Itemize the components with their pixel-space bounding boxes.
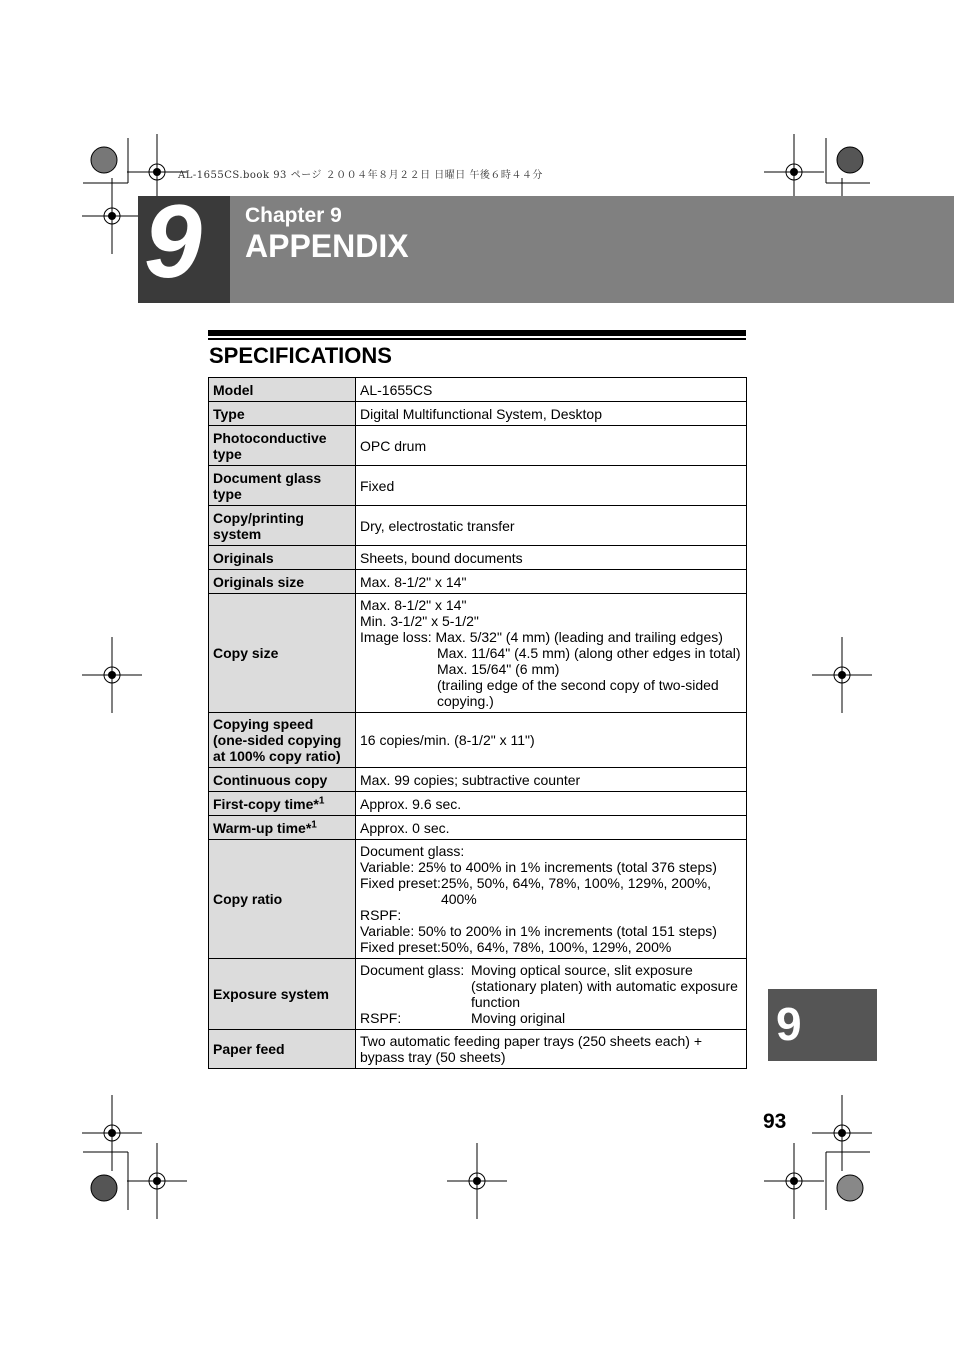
spec-value — [356, 594, 747, 713]
footnote-marker: 1 — [311, 818, 317, 830]
section-rule — [208, 330, 746, 336]
table-row — [209, 378, 747, 402]
spec-line: Image loss: Max. 5/32" (4 mm) (leading and trailing edges) — [360, 629, 723, 645]
chapter-side-tab — [768, 989, 877, 1061]
table-row — [209, 768, 747, 792]
spec-label: First-copy time* — [213, 795, 319, 812]
spec-line: RSPF: — [360, 907, 402, 923]
footnote-marker: 1 — [318, 794, 325, 806]
table-row — [209, 466, 747, 506]
table-row — [209, 570, 747, 594]
spec-line: Max. 15/64" (6 mm) — [437, 661, 560, 677]
spec-line: Variable: 25% to 400% in 1% increments (total 376 steps) — [360, 859, 717, 875]
spec-label: Copy/printing system — [209, 506, 356, 546]
spec-line: Document glass: — [360, 962, 465, 978]
chapter-number: 9 — [144, 196, 202, 300]
spec-value — [356, 840, 747, 959]
spec-line: Fixed preset: — [360, 875, 441, 891]
spec-pair — [360, 875, 742, 907]
table-row — [209, 713, 747, 768]
section-rule-thin — [208, 338, 746, 340]
specifications-table — [208, 377, 747, 1069]
spec-value: 16 copies/min. (8-1/2" x 11") — [356, 713, 747, 768]
table-row — [209, 594, 747, 713]
spec-value: Max. 99 copies; subtractive counter — [356, 768, 747, 792]
spec-pair — [360, 939, 742, 955]
spec-label: Exposure system — [209, 959, 356, 1030]
section-title: SPECIFICATIONS — [209, 343, 392, 368]
side-tab-number: 9 — [776, 998, 802, 1050]
chapter-number-box — [138, 196, 230, 303]
print-info-line: AL-1655CS.book 93 ページ ２００４年８月２２日 日曜日 午後６時４４分 — [178, 170, 543, 181]
spec-label: Paper feed — [209, 1030, 356, 1069]
table-row — [209, 402, 747, 426]
chapter-label: Chapter 9 — [245, 204, 342, 227]
table-row — [209, 959, 747, 1030]
chapter-title: APPENDIX — [245, 228, 409, 264]
table-row — [209, 506, 747, 546]
spec-value: Approx. 9.6 sec. — [356, 792, 747, 816]
spec-value — [356, 959, 747, 1030]
spec-line: Min. 3-1/2" x 5-1/2" — [360, 613, 479, 629]
spec-value: Dry, electrostatic transfer — [356, 506, 747, 546]
spec-label: Copy size — [209, 594, 356, 713]
spec-label-cell — [209, 792, 356, 816]
spec-line: Fixed preset: — [360, 939, 441, 955]
table-row — [209, 840, 747, 959]
spec-label: Type — [209, 402, 356, 426]
table-row — [209, 1030, 747, 1069]
spec-label: Copying speed (one-sided copying at 100% copy ratio) — [209, 713, 356, 768]
spec-value: Two automatic feeding paper trays (250 sheets each) + bypass tray (50 sheets) — [356, 1030, 747, 1069]
spec-line: Variable: 50% to 200% in 1% increments (total 151 steps) — [360, 923, 717, 939]
spec-line: 25%, 50%, 64%, 78%, 100%, 129%, 200%, 400% — [440, 875, 712, 907]
spec-label: Originals size — [209, 570, 356, 594]
table-row — [209, 816, 747, 840]
spec-label: Copy ratio — [209, 840, 356, 959]
spec-line: 50%, 64%, 78%, 100%, 129%, 200% — [440, 939, 672, 955]
spec-pair — [360, 962, 742, 1026]
table-row — [209, 426, 747, 466]
table-row — [209, 546, 747, 570]
spec-value: Fixed — [356, 466, 747, 506]
spec-line: Max. 8-1/2" x 14" — [360, 597, 467, 613]
spec-value: Sheets, bound documents — [356, 546, 747, 570]
spec-value: Digital Multifunctional System, Desktop — [356, 402, 747, 426]
spec-label: Photoconductive type — [209, 426, 356, 466]
spec-label: Originals — [209, 546, 356, 570]
spec-value: OPC drum — [356, 426, 747, 466]
spec-line: Moving original — [471, 1010, 566, 1026]
spec-label: Warm-up time* — [213, 819, 312, 836]
spec-label-cell — [209, 816, 356, 840]
spec-line: (trailing edge of the second copy of two-sided copying.) — [437, 677, 719, 709]
spec-value: AL-1655CS — [356, 378, 747, 402]
spec-value: Max. 8-1/2" x 14" — [356, 570, 747, 594]
spec-value: Approx. 0 sec. — [356, 816, 747, 840]
table-row — [209, 792, 747, 816]
spec-line: RSPF: — [360, 1010, 402, 1026]
spec-line: Max. 11/64" (4.5 mm) (along other edges in total) — [437, 645, 741, 661]
spec-label: Model — [209, 378, 356, 402]
spec-line: Moving optical source, slit exposure (stationary platen) with automatic exposure function — [471, 962, 738, 1010]
spec-label: Continuous copy — [209, 768, 356, 792]
page-number: 93 — [763, 1110, 787, 1133]
spec-line: Document glass: — [360, 843, 465, 859]
spec-label: Document glass type — [209, 466, 356, 506]
